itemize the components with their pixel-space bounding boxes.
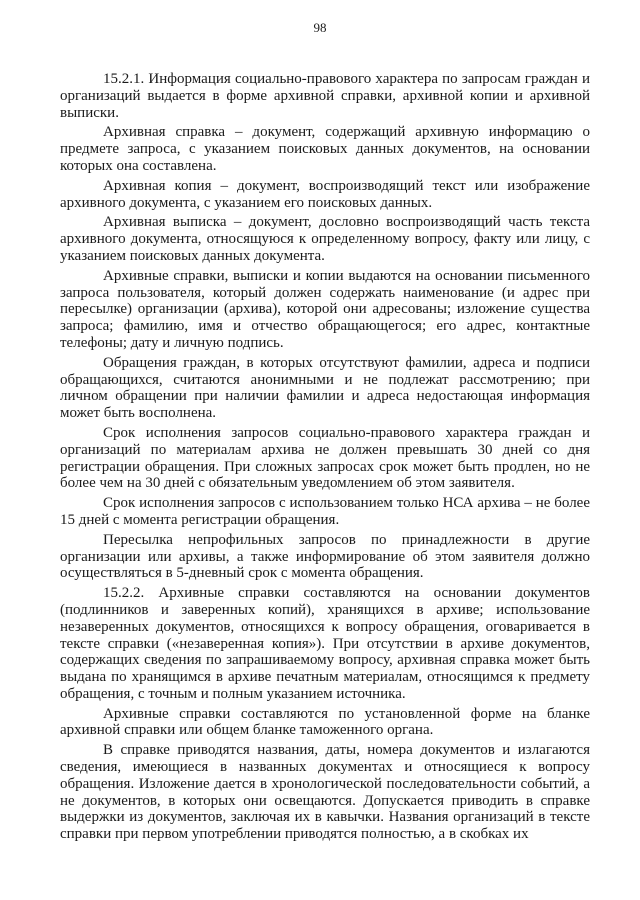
paragraph-15-2-2: 15.2.2. Архивные справки составляются на основании документов (подлинников и заверенных копий), хранящихся в архиве; использование незаверенных документов, относящихся к вопросу обращения, оговаривается в тексте справки («незаверенная копия»). При отсутствии в архиве документов, содержащих сведения по запрашиваемому вопросу, архивная справка может быть выдана по хранящимся в архиве печатным материалам, относящимся к предмету обращения, с точным и полным указанием источника. xyxy=(60,585,590,702)
paragraph-archival-extract-definition: Архивная выписка – документ, дословно воспроизводящий часть текста архивного документа, относящуюся к определенному вопросу, факту или лицу, с указанием поисковых данных документа. xyxy=(60,214,590,264)
paragraph-nsa-deadline: Срок исполнения запросов с использованием только НСА архива – не более 15 дней с момента регистрации обращения. xyxy=(60,495,590,528)
paragraph-processing-deadline: Срок исполнения запросов социально-правового характера граждан и организаций по материалам архива не должен превышать 30 дней со дня регистрации обращения. При сложных запросах срок может быть продлен, но не более чем на 30 дней с обязательным уведомлением об этом заявителя. xyxy=(60,424,590,492)
paragraph-request-requirements: Архивные справки, выписки и копии выдаются на основании письменного запроса пользователя, который должен содержать наименование (и адрес при пересылке) организации (архива), которой они адресованы; изложение существа запроса; фамилию, имя и отчество обращающегося; его адрес, контактные телефоны; дату и личную подпись. xyxy=(60,267,590,351)
paragraph-archival-reference-definition: Архивная справка – документ, содержащий архивную информацию о предмете запроса, с указанием поисковых данных документов, на основании которых она составлена. xyxy=(60,124,590,174)
paragraph-forwarding-requests: Пересылка непрофильных запросов по принадлежности в другие организации или архивы, а также информирование об этом заявителя должно осуществляться в 5-дневный срок с момента обращения. xyxy=(60,531,590,582)
paragraph-reference-form: Архивные справки составляются по установленной форме на бланке архивной справки или общем бланке таможенного органа. xyxy=(60,705,590,739)
paragraph-reference-contents: В справке приводятся названия, даты, номера документов и излагаются сведения, имеющиеся в названных документах и относящиеся к вопросу обращения. Изложение дается в хронологической последовательности событий, а не документов, в которых они освещаются. Допускается приводить в справке выдержки из документов, заключая их в кавычки. Названия организаций в тексте справки при первом употреблении приводятся полностью, а в скобках их xyxy=(60,742,590,843)
page-number: 98 xyxy=(313,20,327,35)
paragraph-15-2-1: 15.2.1. Информация социально-правового характера по запросам граждан и организаций выдается в форме архивной справки, архивной копии и архивной выписки. xyxy=(60,71,590,121)
document-body xyxy=(60,71,590,846)
paragraph-anonymous-requests: Обращения граждан, в которых отсутствуют фамилии, адреса и подписи обращающихся, считаются анонимными и не подлежат рассмотрению; при личном обращении при наличии фамилии и адреса недостающая информация может быть восполнена. xyxy=(60,354,590,422)
paragraph-archival-copy-definition: Архивная копия – документ, воспроизводящий текст или изображение архивного документа, с указанием его поисковых данных. xyxy=(60,177,590,211)
